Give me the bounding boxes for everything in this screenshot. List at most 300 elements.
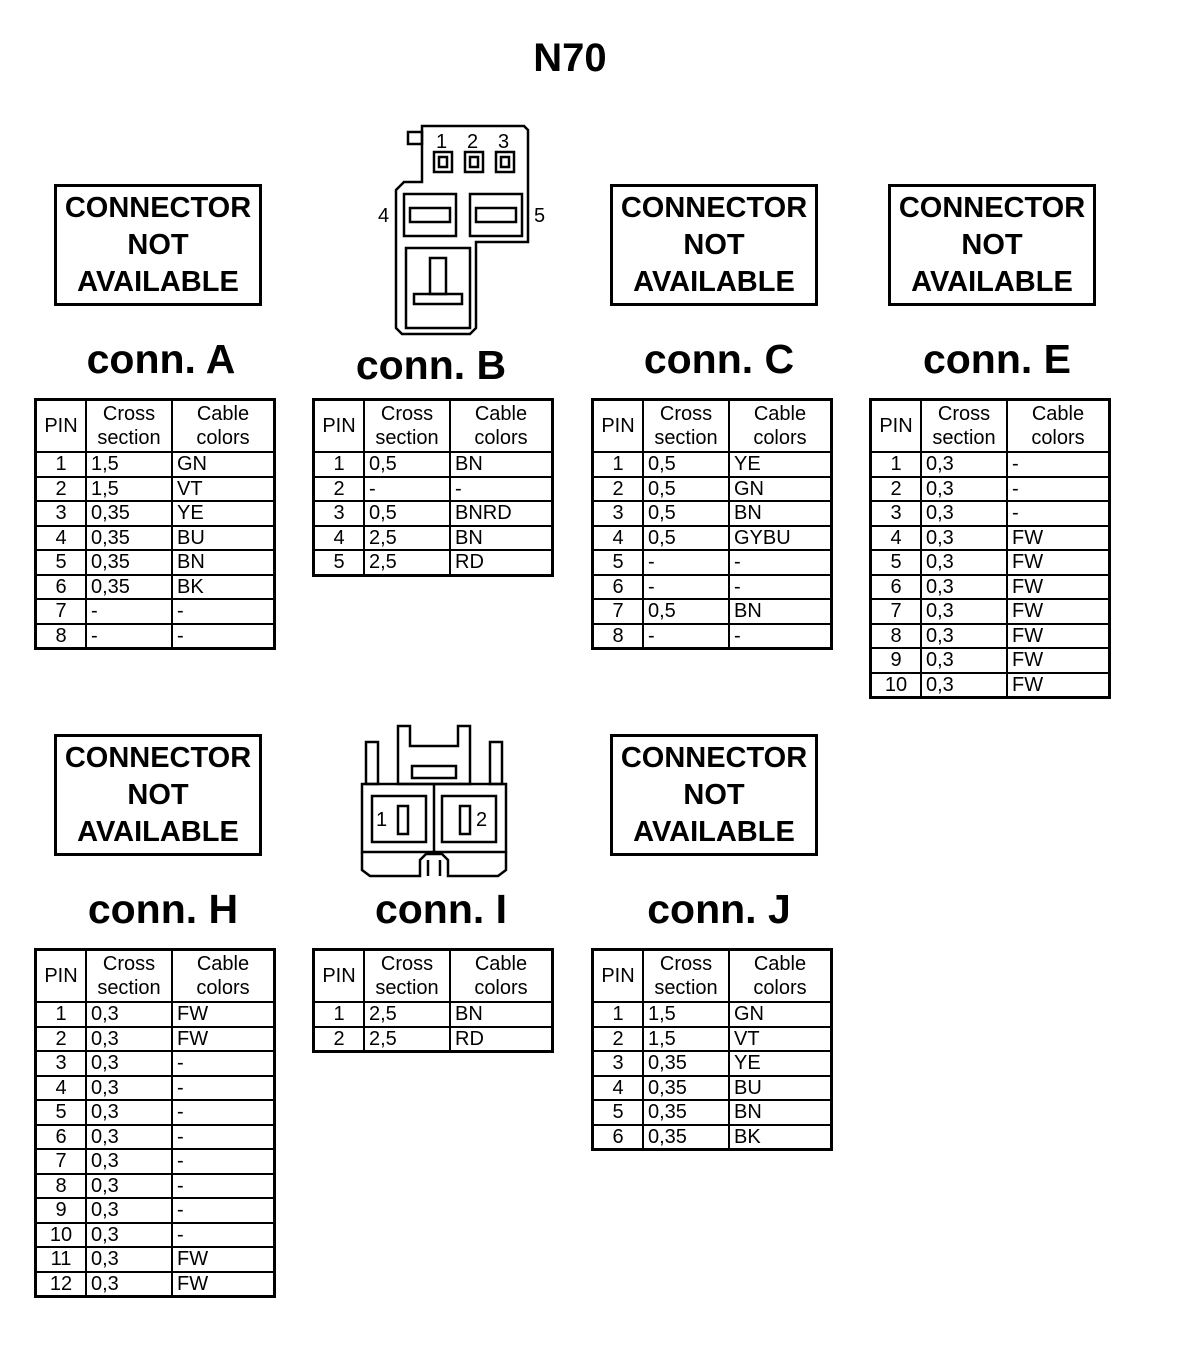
table-header-row	[593, 950, 832, 1003]
pin-cell: 4	[871, 526, 922, 551]
header-line: Cable	[474, 953, 528, 975]
na-line: NOT	[961, 228, 1023, 261]
cable-color-cell: VT	[729, 1027, 832, 1052]
pin-cell: 4	[36, 1076, 87, 1101]
cross-section-cell: -	[86, 624, 172, 649]
table-row	[36, 1198, 275, 1223]
table-header-row	[36, 950, 275, 1003]
cross-section-cell: 0,35	[86, 575, 172, 600]
table-row	[36, 477, 275, 502]
pin-label: 1	[376, 809, 388, 831]
header-line: Cable	[753, 403, 807, 425]
cable-color-cell: FW	[172, 1027, 275, 1052]
cross-section-cell: 0,3	[921, 648, 1007, 673]
cable-color-cell: -	[172, 1223, 275, 1248]
header-line: Cable	[196, 403, 250, 425]
cable-color-cell: FW	[1007, 648, 1110, 673]
cable-color-cell: YE	[729, 452, 832, 477]
cross-section-cell: 0,3	[921, 526, 1007, 551]
pin-cell: 3	[36, 501, 87, 526]
table-row	[36, 1125, 275, 1150]
cross-section-header	[86, 400, 172, 453]
conn-a-table	[34, 398, 276, 650]
cross-section-cell: 0,35	[643, 1125, 729, 1150]
table-row	[36, 1100, 275, 1125]
pin-cell: 1	[36, 452, 87, 477]
cable-color-cell: BK	[729, 1125, 832, 1150]
cable-color-cell: -	[172, 1174, 275, 1199]
table-row	[36, 1272, 275, 1297]
conn-h-table	[34, 948, 276, 1298]
cross-section-cell: 1,5	[86, 452, 172, 477]
header-line: section	[375, 977, 439, 999]
cable-color-cell: BU	[172, 526, 275, 551]
table-row	[36, 1002, 275, 1027]
na-line: AVAILABLE	[911, 265, 1073, 298]
cable-color-cell: FW	[172, 1272, 275, 1297]
table-row	[593, 1002, 832, 1027]
cable-colors-header	[729, 950, 832, 1003]
pin-header: PIN	[36, 950, 87, 1003]
cross-section-cell: 0,3	[86, 1223, 172, 1248]
pin-cell: 8	[36, 624, 87, 649]
cable-color-cell: BN	[729, 1100, 832, 1125]
table-row	[871, 452, 1110, 477]
header-line: Cable	[753, 953, 807, 975]
cross-section-cell: 0,3	[86, 1198, 172, 1223]
cross-section-cell: -	[643, 550, 729, 575]
table-row	[871, 526, 1110, 551]
na-line: NOT	[127, 778, 189, 811]
table-row	[314, 452, 553, 477]
pin-cell: 3	[36, 1051, 87, 1076]
table-row	[593, 526, 832, 551]
cable-color-cell: -	[172, 1100, 275, 1125]
cable-color-cell: -	[729, 624, 832, 649]
pin-cell: 8	[871, 624, 922, 649]
cable-color-cell: RD	[450, 550, 553, 575]
cable-color-cell: BK	[172, 575, 275, 600]
header-line: Cross	[380, 403, 434, 425]
table-row	[871, 648, 1110, 673]
cross-section-cell: 2,5	[364, 1002, 450, 1027]
header-line: colors	[753, 427, 807, 449]
pin-cell: 7	[871, 599, 922, 624]
pin-cell: 2	[871, 477, 922, 502]
pin-cell: 1	[314, 452, 365, 477]
table-row	[593, 599, 832, 624]
table-row	[593, 501, 832, 526]
cross-section-cell: 0,3	[921, 550, 1007, 575]
cable-color-cell: GN	[172, 452, 275, 477]
header-line: Cable	[1031, 403, 1085, 425]
pin-cell: 2	[314, 477, 365, 502]
table-row	[871, 599, 1110, 624]
cable-color-cell: YE	[729, 1051, 832, 1076]
cable-color-cell: GYBU	[729, 526, 832, 551]
cable-color-cell: -	[1007, 477, 1110, 502]
conn-h-label: conn. H	[87, 886, 239, 932]
table-row	[593, 477, 832, 502]
cross-section-cell: 0,3	[921, 599, 1007, 624]
pin-cell: 6	[36, 575, 87, 600]
cable-colors-header	[729, 400, 832, 453]
pin-cell: 5	[36, 1100, 87, 1125]
cable-color-cell: BNRD	[450, 501, 553, 526]
pin-cell: 3	[593, 1051, 644, 1076]
cross-section-cell: 0,5	[643, 599, 729, 624]
table-row	[871, 501, 1110, 526]
cable-color-cell: BU	[729, 1076, 832, 1101]
pin-cell: 2	[593, 1027, 644, 1052]
pin-cell: 1	[36, 1002, 87, 1027]
cross-section-header	[643, 400, 729, 453]
pin-label: 5	[534, 205, 546, 227]
table-row	[36, 1076, 275, 1101]
conn-b-label: conn. B	[355, 342, 507, 388]
pin-label: 3	[498, 131, 510, 153]
pin-header: PIN	[314, 400, 365, 453]
table-row	[314, 501, 553, 526]
connector-h-not-available	[54, 734, 262, 856]
table-row	[36, 624, 275, 649]
pin-header: PIN	[36, 400, 87, 453]
header-line: Cross	[102, 953, 156, 975]
table-row	[871, 575, 1110, 600]
table-row	[314, 1027, 553, 1052]
cross-section-cell: 1,5	[86, 477, 172, 502]
pin-cell: 7	[593, 599, 644, 624]
na-line: AVAILABLE	[633, 265, 795, 298]
cross-section-cell: -	[364, 477, 450, 502]
cross-section-cell: 0,5	[364, 501, 450, 526]
pin-cell: 4	[593, 526, 644, 551]
na-line: AVAILABLE	[77, 815, 239, 848]
cable-colors-header	[172, 400, 275, 453]
cable-color-cell: VT	[172, 477, 275, 502]
connector-b-diagram	[376, 118, 556, 338]
header-line: Cross	[659, 953, 713, 975]
table-row	[36, 1027, 275, 1052]
cable-color-cell: -	[172, 1149, 275, 1174]
na-line: NOT	[127, 228, 189, 261]
table-row	[871, 624, 1110, 649]
pin-header: PIN	[314, 950, 365, 1003]
pin-cell: 2	[314, 1027, 365, 1052]
pin-cell: 8	[593, 624, 644, 649]
pin-cell: 1	[871, 452, 922, 477]
cross-section-cell: 0,3	[921, 477, 1007, 502]
header-line: section	[97, 977, 161, 999]
cross-section-cell: 0,3	[86, 1125, 172, 1150]
pin-cell: 1	[593, 452, 644, 477]
pin-cell: 10	[36, 1223, 87, 1248]
cable-color-cell: FW	[1007, 673, 1110, 698]
cross-section-cell: 0,3	[86, 1174, 172, 1199]
cable-color-cell: FW	[172, 1002, 275, 1027]
table-row	[593, 1076, 832, 1101]
cross-section-header	[921, 400, 1007, 453]
header-line: colors	[753, 977, 807, 999]
header-line: Cable	[474, 403, 528, 425]
table-header-row	[871, 400, 1110, 453]
table-row	[36, 1247, 275, 1272]
cable-color-cell: RD	[450, 1027, 553, 1052]
cable-color-cell: FW	[1007, 599, 1110, 624]
header-line: section	[97, 427, 161, 449]
connector-j-not-available	[610, 734, 818, 856]
header-line: colors	[196, 427, 250, 449]
header-line: colors	[474, 427, 528, 449]
table-row	[871, 550, 1110, 575]
conn-c-table	[591, 398, 833, 650]
cable-color-cell: -	[172, 1198, 275, 1223]
na-line: AVAILABLE	[633, 815, 795, 848]
header-line: section	[654, 977, 718, 999]
cable-color-cell: -	[172, 1125, 275, 1150]
cross-section-cell: 0,35	[86, 526, 172, 551]
cable-color-cell: -	[172, 624, 275, 649]
table-row	[593, 1051, 832, 1076]
pin-cell: 5	[871, 550, 922, 575]
table-header-row	[314, 400, 553, 453]
cross-section-cell: -	[643, 624, 729, 649]
na-line: CONNECTOR	[898, 191, 1086, 224]
pin-cell: 7	[36, 599, 87, 624]
table-row	[593, 452, 832, 477]
table-row	[36, 599, 275, 624]
pin-cell: 10	[871, 673, 922, 698]
table-row	[36, 526, 275, 551]
cable-color-cell: BN	[450, 1002, 553, 1027]
conn-a-label: conn. A	[86, 336, 236, 382]
header-line: Cross	[659, 403, 713, 425]
pin-label: 2	[467, 131, 479, 153]
cable-color-cell: GN	[729, 477, 832, 502]
cable-color-cell: BN	[450, 526, 553, 551]
cross-section-cell: 0,3	[86, 1100, 172, 1125]
cross-section-cell: 0,3	[921, 575, 1007, 600]
cable-colors-header	[450, 400, 553, 453]
conn-j-table	[591, 948, 833, 1151]
pin-cell: 4	[36, 526, 87, 551]
table-row	[593, 575, 832, 600]
cable-color-cell: -	[172, 599, 275, 624]
header-line: Cable	[196, 953, 250, 975]
cross-section-cell: 0,3	[921, 673, 1007, 698]
pin-cell: 5	[593, 550, 644, 575]
cross-section-cell: 0,35	[643, 1076, 729, 1101]
cross-section-cell: 0,3	[86, 1076, 172, 1101]
cable-color-cell: FW	[172, 1247, 275, 1272]
table-row	[314, 1002, 553, 1027]
cross-section-cell: 0,3	[921, 624, 1007, 649]
table-row	[593, 1027, 832, 1052]
pin-header: PIN	[593, 400, 644, 453]
table-header-row	[36, 400, 275, 453]
conn-e-table	[869, 398, 1111, 699]
conn-i-label: conn. I	[374, 886, 508, 932]
cross-section-cell: 0,35	[643, 1051, 729, 1076]
table-row	[871, 673, 1110, 698]
header-line: section	[375, 427, 439, 449]
cross-section-cell: 0,3	[86, 1002, 172, 1027]
cross-section-cell: 0,35	[86, 550, 172, 575]
pin-cell: 4	[593, 1076, 644, 1101]
pin-cell: 2	[593, 477, 644, 502]
pin-cell: 6	[593, 575, 644, 600]
cross-section-cell: 0,35	[643, 1100, 729, 1125]
cross-section-cell: 0,3	[86, 1051, 172, 1076]
table-row	[314, 550, 553, 575]
table-row	[314, 477, 553, 502]
pin-cell: 2	[36, 477, 87, 502]
pin-cell: 5	[36, 550, 87, 575]
pin-label: 1	[436, 131, 448, 153]
pin-cell: 11	[36, 1247, 87, 1272]
conn-i-table	[312, 948, 554, 1053]
pin-header: PIN	[593, 950, 644, 1003]
na-line: CONNECTOR	[64, 741, 252, 774]
cable-color-cell: BN	[172, 550, 275, 575]
table-row	[593, 624, 832, 649]
header-line: Cross	[102, 403, 156, 425]
cross-section-cell: 2,5	[364, 1027, 450, 1052]
cross-section-cell: 0,5	[643, 477, 729, 502]
pin-label: 4	[378, 205, 390, 227]
table-row	[36, 1223, 275, 1248]
table-row	[314, 526, 553, 551]
cable-color-cell: -	[729, 575, 832, 600]
pin-cell: 6	[36, 1125, 87, 1150]
conn-j-label: conn. J	[647, 886, 791, 932]
cable-color-cell: -	[450, 477, 553, 502]
cable-color-cell: -	[172, 1051, 275, 1076]
na-line: CONNECTOR	[620, 741, 808, 774]
table-row	[36, 501, 275, 526]
pin-cell: 5	[314, 550, 365, 575]
cable-color-cell: -	[172, 1076, 275, 1101]
conn-c-label: conn. C	[643, 336, 795, 382]
table-row	[593, 1125, 832, 1150]
conn-b-table	[312, 398, 554, 577]
header-line: colors	[196, 977, 250, 999]
cross-section-cell: 0,3	[86, 1149, 172, 1174]
table-row	[593, 1100, 832, 1125]
cross-section-header	[364, 400, 450, 453]
pin-cell: 9	[871, 648, 922, 673]
na-line: CONNECTOR	[64, 191, 252, 224]
pin-cell: 1	[314, 1002, 365, 1027]
cable-color-cell: BN	[729, 501, 832, 526]
pin-label: 2	[476, 809, 488, 831]
table-row	[36, 452, 275, 477]
cable-color-cell: FW	[1007, 575, 1110, 600]
table-row	[593, 550, 832, 575]
pin-cell: 7	[36, 1149, 87, 1174]
table-row	[36, 575, 275, 600]
cross-section-cell: 0,5	[643, 452, 729, 477]
header-line: section	[932, 427, 996, 449]
pin-cell: 6	[871, 575, 922, 600]
pin-cell: 3	[314, 501, 365, 526]
cross-section-cell: 1,5	[643, 1027, 729, 1052]
pin-header: PIN	[871, 400, 922, 453]
header-line: colors	[474, 977, 528, 999]
na-line: NOT	[683, 778, 745, 811]
page-title: N70	[533, 36, 607, 80]
cable-colors-header	[172, 950, 275, 1003]
pin-cell: 5	[593, 1100, 644, 1125]
cable-color-cell: GN	[729, 1002, 832, 1027]
pin-cell: 9	[36, 1198, 87, 1223]
connector-e-not-available	[888, 184, 1096, 306]
cross-section-cell: 0,3	[86, 1272, 172, 1297]
cross-section-header	[86, 950, 172, 1003]
pin-cell: 12	[36, 1272, 87, 1297]
table-header-row	[314, 950, 553, 1003]
na-line: NOT	[683, 228, 745, 261]
cross-section-cell: 0,5	[643, 501, 729, 526]
pin-cell: 2	[36, 1027, 87, 1052]
cross-section-cell: -	[86, 599, 172, 624]
table-row	[36, 550, 275, 575]
cross-section-cell: 0,5	[643, 526, 729, 551]
cross-section-cell: 2,5	[364, 526, 450, 551]
pin-cell: 8	[36, 1174, 87, 1199]
cable-color-cell: FW	[1007, 624, 1110, 649]
header-line: Cross	[380, 953, 434, 975]
cross-section-cell: -	[643, 575, 729, 600]
cable-color-cell: YE	[172, 501, 275, 526]
cable-color-cell: -	[729, 550, 832, 575]
header-line: Cross	[937, 403, 991, 425]
cross-section-cell: 1,5	[643, 1002, 729, 1027]
cable-color-cell: -	[1007, 452, 1110, 477]
table-row	[871, 477, 1110, 502]
cable-colors-header	[450, 950, 553, 1003]
pin-cell: 4	[314, 526, 365, 551]
header-line: section	[654, 427, 718, 449]
header-line: colors	[1031, 427, 1085, 449]
cross-section-cell: 0,3	[86, 1027, 172, 1052]
na-line: CONNECTOR	[620, 191, 808, 224]
pin-cell: 3	[593, 501, 644, 526]
cable-color-cell: FW	[1007, 550, 1110, 575]
na-line: AVAILABLE	[77, 265, 239, 298]
cross-section-cell: 0,35	[86, 501, 172, 526]
cross-section-cell: 0,3	[921, 501, 1007, 526]
pin-cell: 3	[871, 501, 922, 526]
table-row	[36, 1174, 275, 1199]
cable-color-cell: -	[1007, 501, 1110, 526]
pin-cell: 1	[593, 1002, 644, 1027]
connector-c-not-available	[610, 184, 818, 306]
cable-colors-header	[1007, 400, 1110, 453]
cross-section-cell: 0,3	[921, 452, 1007, 477]
cross-section-header	[643, 950, 729, 1003]
cable-color-cell: BN	[450, 452, 553, 477]
cross-section-cell: 0,3	[86, 1247, 172, 1272]
cross-section-header	[364, 950, 450, 1003]
connector-a-not-available	[54, 184, 262, 306]
cable-color-cell: FW	[1007, 526, 1110, 551]
cable-color-cell: BN	[729, 599, 832, 624]
conn-e-label: conn. E	[922, 336, 1072, 382]
cross-section-cell: 2,5	[364, 550, 450, 575]
table-row	[36, 1051, 275, 1076]
connector-i-diagram	[356, 722, 512, 882]
